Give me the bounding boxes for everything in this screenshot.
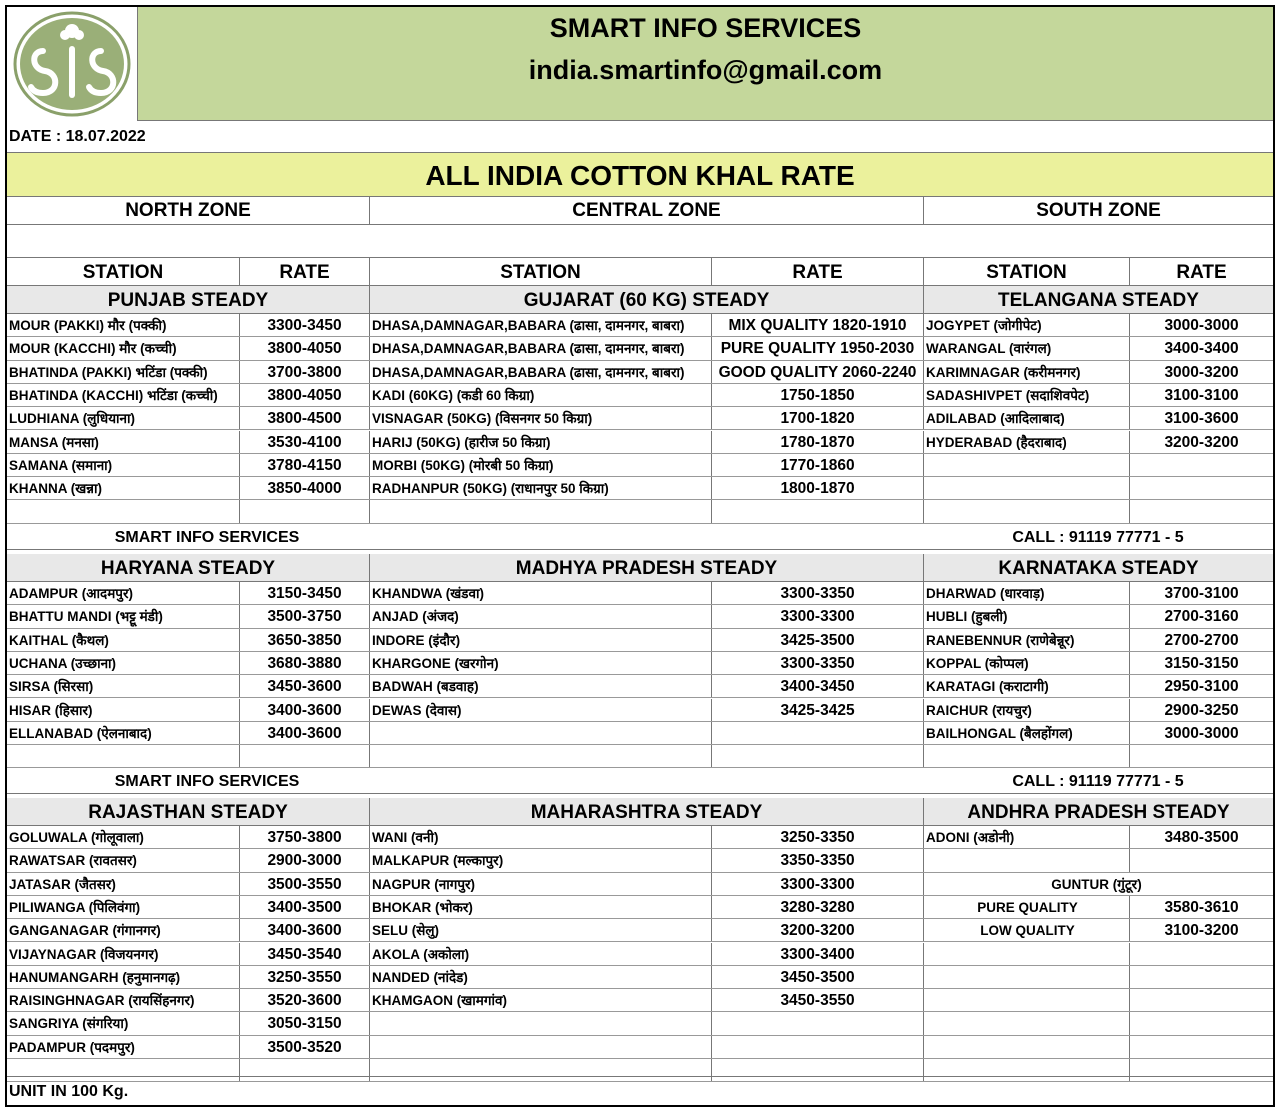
rate-cell [711,1012,923,1034]
rate-cell [239,500,369,522]
rate-cell: 3800-4500 [239,407,369,429]
rate-cell: 1800-1870 [711,477,923,499]
station-cell: LOW QUALITY [923,919,1129,941]
rate-column-header: RATE [1129,258,1273,285]
rate-cell: 3400-3600 [239,919,369,941]
rate-cell: 3700-3800 [239,361,369,383]
state-section-title: KARNATAKA STEADY [923,554,1273,581]
contact-company: SMART INFO SERVICES [114,528,300,546]
rate-cell: 3300-3300 [711,605,923,627]
station-cell: KARATAGI (कराटागी) [923,675,1129,697]
table-row [7,1012,1273,1035]
station-cell: MOUR (PAKKI) मौर (पक्की) [9,318,167,333]
station-cell: MORBI (50KG) (मोरबी 50 किग्रा) [369,454,711,476]
station-cell: PILIWANGA (पिलिवंगा) [9,899,141,915]
station-cell: KHAMGAON (खामगांव) [369,989,711,1011]
state-section-title: MADHYA PRADESH STEADY [369,554,923,581]
section-header-row [7,798,1273,826]
rate-cell: 3425-3500 [711,629,923,651]
table-row [7,919,1273,942]
station-cell [923,1036,1129,1058]
rate-column-header: RATE [711,258,923,285]
rate-cell: 3500-3520 [239,1036,369,1058]
rate-cell: 3200-3200 [711,919,923,941]
rate-cell [1129,943,1273,965]
rate-cell: 3100-3600 [1129,407,1273,429]
station-column-header: STATION [923,258,1129,285]
station-cell: KARIMNAGAR (करीमनगर) [923,361,1129,383]
station-cell: MANSA (मनसा) [9,434,99,450]
rate-cell: 3800-4050 [239,337,369,359]
station-cell: SIRSA (सिरसा) [9,679,94,695]
station-cell: RAICHUR (रायचुर) [923,699,1129,721]
station-cell: DHASA,DAMNAGAR,BABARA (ढासा, दामनगर, बाबरा) [369,337,711,359]
station-cell: RADHANPUR (50KG) (राधानपुर 50 किग्रा) [369,477,711,499]
column-header-row [7,258,1273,286]
rate-cell [1129,477,1273,499]
station-cell [923,454,1129,476]
rate-cell: 3425-3425 [711,699,923,721]
rate-sheet [5,5,1275,1107]
station-cell: GUNTUR (गुंटूर) [923,873,1267,895]
table-row [7,384,1273,407]
rate-cell: 3100-3200 [1129,919,1273,941]
table-row [7,652,1273,675]
station-cell: JOGYPET (जोगीपेट) [923,314,1129,336]
state-section-title: MAHARASHTRA STEADY [369,798,923,825]
station-cell [923,500,1129,522]
rate-cell: 3520-3600 [239,989,369,1011]
rate-cell: 1700-1820 [711,407,923,429]
station-cell: DEWAS (देवास) [369,699,711,721]
table-row [7,361,1273,384]
station-cell [369,745,711,767]
table-row [7,873,1273,896]
rate-cell: 3000-3000 [1129,314,1273,336]
rate-cell: 3000-3200 [1129,361,1273,383]
table-row [7,675,1273,698]
rate-cell: 3450-3500 [711,966,923,988]
table-row [7,582,1273,605]
rate-cell: 3250-3350 [711,826,923,848]
station-cell: UCHANA (उच्छाना) [9,655,117,671]
state-section-title: ANDHRA PRADESH STEADY [923,798,1273,825]
station-cell: HUBLI (हुबली) [923,605,1129,627]
station-cell: HANUMANGARH (हनुमानगढ़) [9,969,181,985]
rate-cell: 3700-3100 [1129,582,1273,604]
state-section-title: RAJASTHAN STEADY [88,802,288,823]
station-cell: SAMANA (समाना) [9,457,113,473]
zone-header-row [7,197,1273,225]
rate-cell [239,745,369,767]
station-column-header: STATION [369,258,711,285]
station-cell: PURE QUALITY [923,896,1129,918]
station-cell: KHANDWA (खंडवा) [369,582,711,604]
rate-cell: 1780-1870 [711,431,923,453]
rate-cell [711,745,923,767]
station-cell: RANEBENNUR (राणेबेन्नूर) [923,629,1129,651]
rate-cell: 2900-3250 [1129,699,1273,721]
table-row [7,337,1273,360]
table-row [7,477,1273,500]
station-cell: BHATINDA (PAKKI) भटिंडा (पक्की) [9,364,208,380]
table-row [7,722,1273,745]
station-cell: NANDED (नांदेड) [369,966,711,988]
station-cell: KADI (60KG) (कडी 60 किग्रा) [369,384,711,406]
rate-cell: PURE QUALITY 1950-2030 [711,337,923,359]
rate-cell: 3100-3100 [1129,384,1273,406]
station-cell: NAGPUR (नागपुर) [369,873,711,895]
station-cell: DHASA,DAMNAGAR,BABARA (ढासा, दामनगर, बाबरा) [369,314,711,336]
spacer-row [7,225,1273,258]
station-cell: AKOLA (अकोला) [369,943,711,965]
rate-cell [1129,849,1273,871]
central-zone-label: CENTRAL ZONE [369,197,923,224]
station-cell [369,500,711,522]
rate-cell: 3300-3400 [711,943,923,965]
station-cell: RAWATSAR (रावतसर) [9,853,137,869]
table-row [7,989,1273,1012]
north-zone-label: NORTH ZONE [125,200,251,221]
rate-cell: 3250-3550 [239,966,369,988]
station-cell: BHATINDA (KACCHI) भटिंडा (कच्ची) [9,387,218,403]
rate-cell: 3480-3500 [1129,826,1273,848]
table-row [7,943,1273,966]
header-band [138,7,1273,121]
station-cell: KHANNA (खन्ना) [9,481,102,497]
rate-cell: 3500-3750 [239,605,369,627]
station-cell: WANI (वनी) [369,826,711,848]
station-cell: BHATTU MANDI (भट्टू मंडी) [9,609,163,625]
station-cell [369,1036,711,1058]
rate-cell: 1770-1860 [711,454,923,476]
table-row [7,407,1273,430]
table-row [7,826,1273,849]
rate-cell: 3750-3800 [239,826,369,848]
rate-cell [1129,966,1273,988]
station-cell [369,722,711,744]
rate-cell: 2700-2700 [1129,629,1273,651]
rate-cell: 2950-3100 [1129,675,1273,697]
rate-cell: 3300-3450 [239,314,369,336]
rate-cell: 3050-3150 [239,1012,369,1034]
station-cell: KAITHAL (कैथल) [9,632,109,648]
rate-cell: 3300-3350 [711,652,923,674]
rate-cell [1129,454,1273,476]
table-row [7,896,1273,919]
station-cell [923,989,1129,1011]
contact-row [7,768,1273,794]
station-cell: GOLUWALA (गोलूवाला) [9,830,144,845]
rate-cell [711,1036,923,1058]
rate-cell [1129,745,1273,767]
table-row [7,605,1273,628]
rate-cell: 3580-3610 [1129,896,1273,918]
station-cell [7,745,239,767]
rate-column-header: RATE [239,258,369,285]
station-cell: HYDERABAD (हैदराबाद) [923,431,1129,453]
logo [7,7,138,121]
station-cell: ADAMPUR (आदमपुर) [9,586,133,601]
contact-phone: CALL : 91119 77771 - 5 [1012,528,1184,546]
rate-cell: 3450-3540 [239,943,369,965]
rate-cell [1129,1012,1273,1034]
rate-cell: 3150-3450 [239,582,369,604]
rate-cell: 3400-3600 [239,699,369,721]
company-name: SMART INFO SERVICES [549,13,862,43]
rate-cell: 3280-3280 [711,896,923,918]
rate-cell [1129,1036,1273,1058]
station-cell: INDORE (इंदौर) [369,629,711,651]
rate-cell: 2700-3160 [1129,605,1273,627]
station-cell: ELLANABAD (ऐलनाबाद) [9,725,152,741]
rate-cell: 3400-3600 [239,722,369,744]
state-section-title: GUJARAT (60 KG) STEADY [369,286,923,313]
station-column-header: STATION [82,262,164,283]
station-cell: KOPPAL (कोप्पल) [923,652,1129,674]
rate-cell: 3450-3550 [711,989,923,1011]
table-row [7,629,1273,652]
unit-note: UNIT IN 100 Kg. [7,1076,1273,1105]
station-cell: GANGANAGAR (गंगानगर) [9,923,161,939]
station-cell: MOUR (KACCHI) मौर (कच्ची) [9,341,177,357]
state-section-title: HARYANA STEADY [100,558,276,579]
rate-cell: GOOD QUALITY 2060-2240 [711,361,923,383]
station-cell: DHARWAD (धारवाड़) [923,582,1129,604]
sis-cotton-logo-icon [13,11,131,117]
table-row [7,500,1273,523]
station-cell [923,1012,1129,1034]
table-row [7,454,1273,477]
station-cell: SELU (सेलु) [369,919,711,941]
station-cell: JATASAR (जैतसर) [9,876,116,892]
section-header-row [7,554,1273,582]
station-cell: BADWAH (बडवाह) [369,675,711,697]
south-zone-label: SOUTH ZONE [923,197,1273,224]
rate-cell [711,722,923,744]
station-cell: HISAR (हिसार) [9,702,93,718]
station-cell [923,966,1129,988]
station-cell: ADONI (अडोनी) [923,826,1129,848]
contact-row [7,524,1273,550]
rate-cell: 3300-3350 [711,582,923,604]
station-cell: HARIJ (50KG) (हारीज 50 किग्रा) [369,431,711,453]
station-cell: SADASHIVPET (सदाशिवपेट) [923,384,1129,406]
rate-cell: 3300-3300 [711,873,923,895]
station-cell: LUDHIANA (लुधियाना) [9,411,136,427]
station-cell: BHOKAR (भोकर) [369,896,711,918]
table-row [7,431,1273,454]
rate-cell: 3000-3000 [1129,722,1273,744]
report-date: DATE : 18.07.2022 [7,121,1273,153]
table-row [7,1036,1273,1059]
station-cell: ADILABAD (आदिलाबाद) [923,407,1129,429]
rate-cell: 2900-3000 [239,849,369,871]
station-cell [7,500,239,522]
station-cell: RAISINGHNAGAR (रायसिंहनगर) [9,993,195,1009]
rate-cell: 3530-4100 [239,431,369,453]
rate-cell: 3200-3200 [1129,431,1273,453]
rate-cell: 3850-4000 [239,477,369,499]
station-cell: ANJAD (अंजद) [369,605,711,627]
station-cell: KHARGONE (खरगोन) [369,652,711,674]
rate-cell: 1750-1850 [711,384,923,406]
section-header-row [7,286,1273,314]
page-title: ALL INDIA COTTON KHAL RATE [7,153,1273,197]
station-cell: WARANGAL (वारंगल) [923,337,1129,359]
station-cell: SANGRIYA (संगरिया) [9,1016,129,1032]
rate-cell: MIX QUALITY 1820-1910 [711,314,923,336]
table-row [7,745,1273,768]
table-row [7,849,1273,872]
table-row [7,314,1273,337]
rate-cell: 3500-3550 [239,873,369,895]
station-cell: PADAMPUR (पदमपुर) [9,1039,135,1055]
rate-cell: 3450-3600 [239,675,369,697]
rate-cell [1129,989,1273,1011]
table-row [7,966,1273,989]
rate-cell: 3350-3350 [711,849,923,871]
station-cell [923,849,1129,871]
station-cell [923,477,1129,499]
station-cell: DHASA,DAMNAGAR,BABARA (ढासा, दामनगर, बाबरा) [369,361,711,383]
contact-phone: CALL : 91119 77771 - 5 [1012,773,1184,791]
rate-cell: 3680-3880 [239,652,369,674]
company-email: india.smartinfo@gmail.com [528,55,883,85]
rate-cell: 3780-4150 [239,454,369,476]
table-row [7,699,1273,722]
rate-cell: 3400-3450 [711,675,923,697]
station-cell [369,1012,711,1034]
rate-cell [711,500,923,522]
station-cell: VIJAYNAGAR (विजयनगर) [9,946,159,962]
state-section-title: PUNJAB STEADY [107,290,269,311]
station-cell: MALKAPUR (मल्कापुर) [369,849,711,871]
station-cell: VISNAGAR (50KG) (विसनगर 50 किग्रा) [369,407,711,429]
station-cell [923,745,1129,767]
rate-cell: 3400-3400 [1129,337,1273,359]
rate-cell: 3400-3500 [239,896,369,918]
state-section-title: TELANGANA STEADY [923,286,1273,313]
rate-cell: 3800-4050 [239,384,369,406]
rate-cell: 3150-3150 [1129,652,1273,674]
station-cell [923,943,1129,965]
contact-company: SMART INFO SERVICES [114,773,300,791]
station-cell: BAILHONGAL (बैलहोंगल) [923,722,1129,744]
rate-cell: 3650-3850 [239,629,369,651]
rate-cell [1129,500,1273,522]
